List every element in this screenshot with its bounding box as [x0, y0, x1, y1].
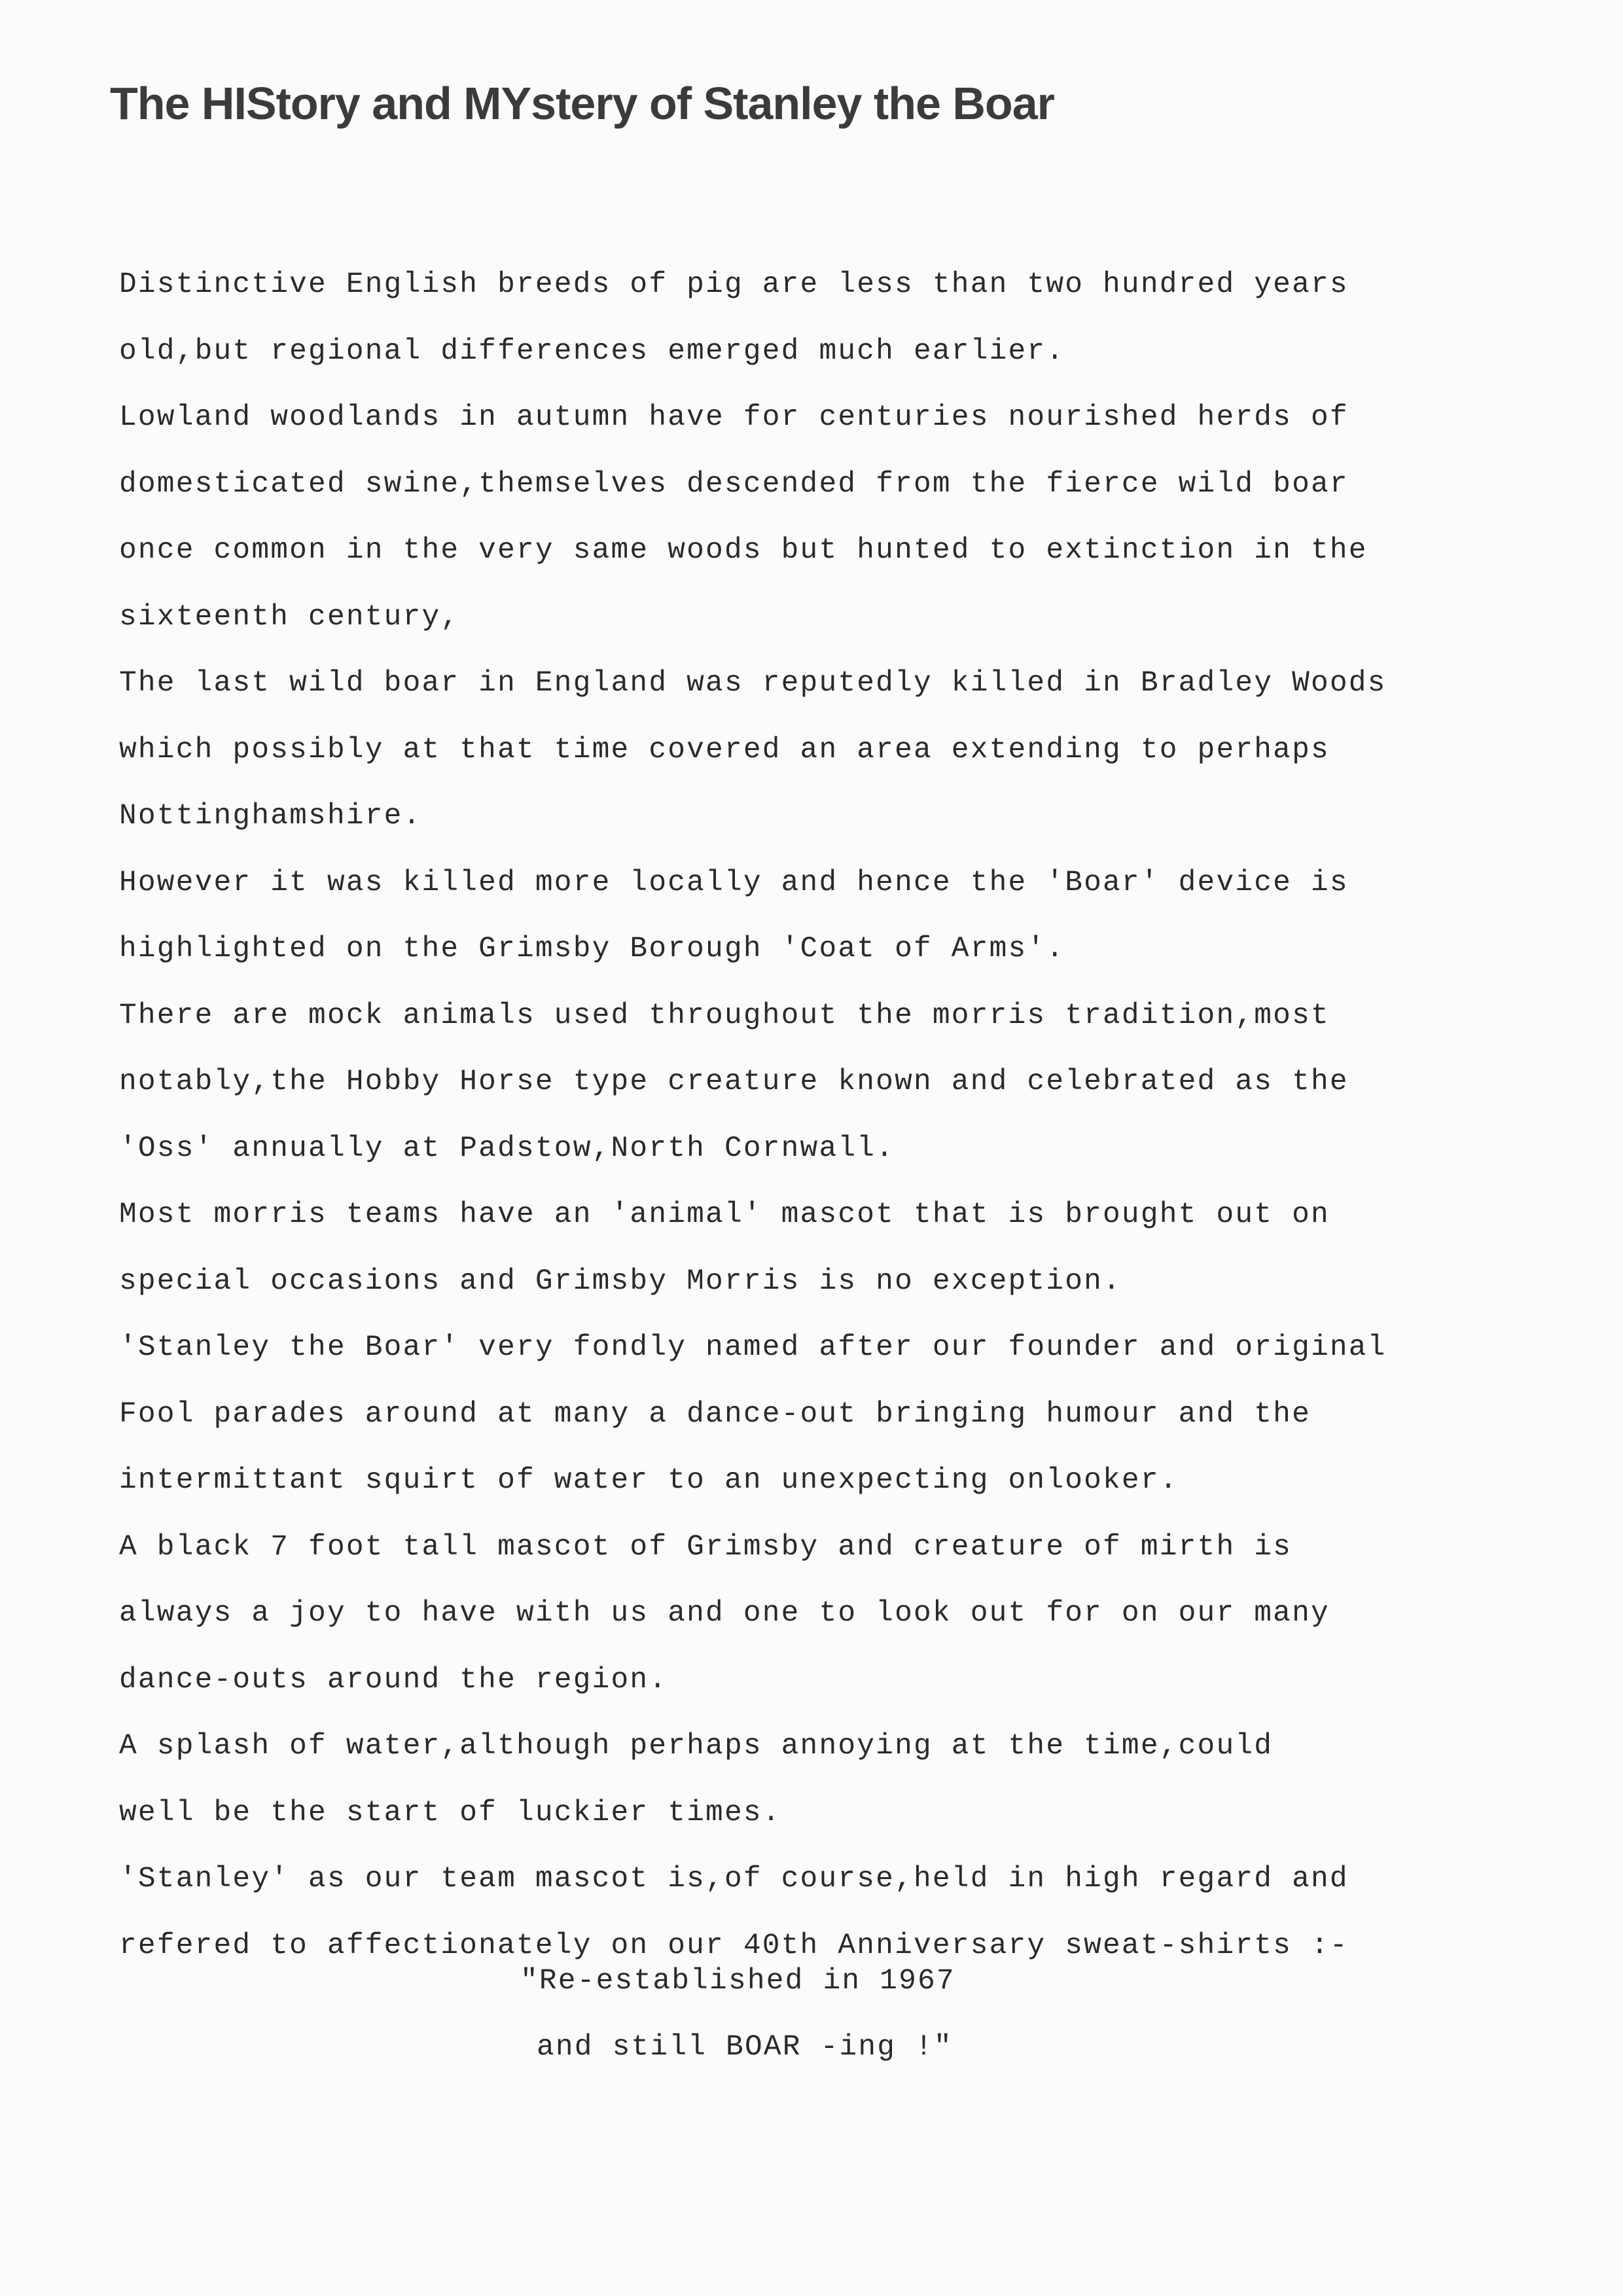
body-line: sixteenth century, — [119, 600, 460, 634]
body-line: The last wild boar in England was reputedly killed in Bradley Woods — [119, 667, 1387, 700]
body-line: A black 7 foot tall mascot of Grimsby and creature of mirth is — [119, 1530, 1293, 1564]
body-line: Nottinghamshire. — [119, 800, 422, 833]
body-line: However it was killed more locally and hence the 'Boar' device is — [119, 866, 1349, 899]
body-line: Fool parades around at many a dance-out bringing humour and the — [119, 1397, 1311, 1431]
body-line: notably,the Hobby Horse type creature known and celebrated as the — [119, 1066, 1349, 1098]
document-title: The HIStory and MYstery of Stanley the Boar — [110, 78, 1054, 129]
body-line: domesticated swine,themselves descended from the fierce wild boar — [119, 467, 1349, 501]
body-line: Lowland woodlands in autumn have for centuries nourished herds of — [119, 401, 1349, 434]
body-line: dance-outs around the region. — [119, 1663, 668, 1696]
body-line: Distinctive English breeds of pig are less than two hundred years — [119, 268, 1349, 301]
document-body — [119, 252, 1526, 1979]
body-line: once common in the very same woods but hunted to extinction in the — [119, 534, 1368, 567]
body-line: There are mock animals used throughout the morris tradition,most — [119, 999, 1330, 1032]
body-line: 'Oss' annually at Padstow,North Cornwall. — [119, 1132, 895, 1165]
body-line: well be the start of luckier times. — [119, 1796, 781, 1829]
quote-line-2: and still BOAR -ing !" — [537, 2031, 953, 2064]
body-line: 'Stanley the Boar' very fondly named after our founder and original — [119, 1331, 1387, 1364]
quote-line-1: "Re-established in 1967 — [520, 1965, 955, 1998]
body-line: 'Stanley' as our team mascot is,of course,held in high regard and — [119, 1863, 1349, 1895]
body-line: intermittant squirt of water to an unexpecting onlooker. — [119, 1464, 1179, 1497]
body-line: Most morris teams have an 'animal' mascot that is brought out on — [119, 1198, 1330, 1231]
body-line: special occasions and Grimsby Morris is no exception. — [119, 1265, 1122, 1298]
body-line: highlighted on the Grimsby Borough 'Coat of Arms'. — [119, 933, 1065, 965]
body-line: which possibly at that time covered an area extending to perhaps — [119, 733, 1330, 766]
closing-quote — [0, 1948, 1623, 2081]
body-line: A splash of water,although perhaps annoying at the time,could — [119, 1730, 1274, 1763]
body-line: refered to affectionately on our 40th Anniversary sweat-shirts :- — [119, 1929, 1349, 1962]
body-line: always a joy to have with us and one to look out for on our many — [119, 1597, 1330, 1630]
body-line: old,but regional differences emerged much earlier. — [119, 334, 1065, 368]
